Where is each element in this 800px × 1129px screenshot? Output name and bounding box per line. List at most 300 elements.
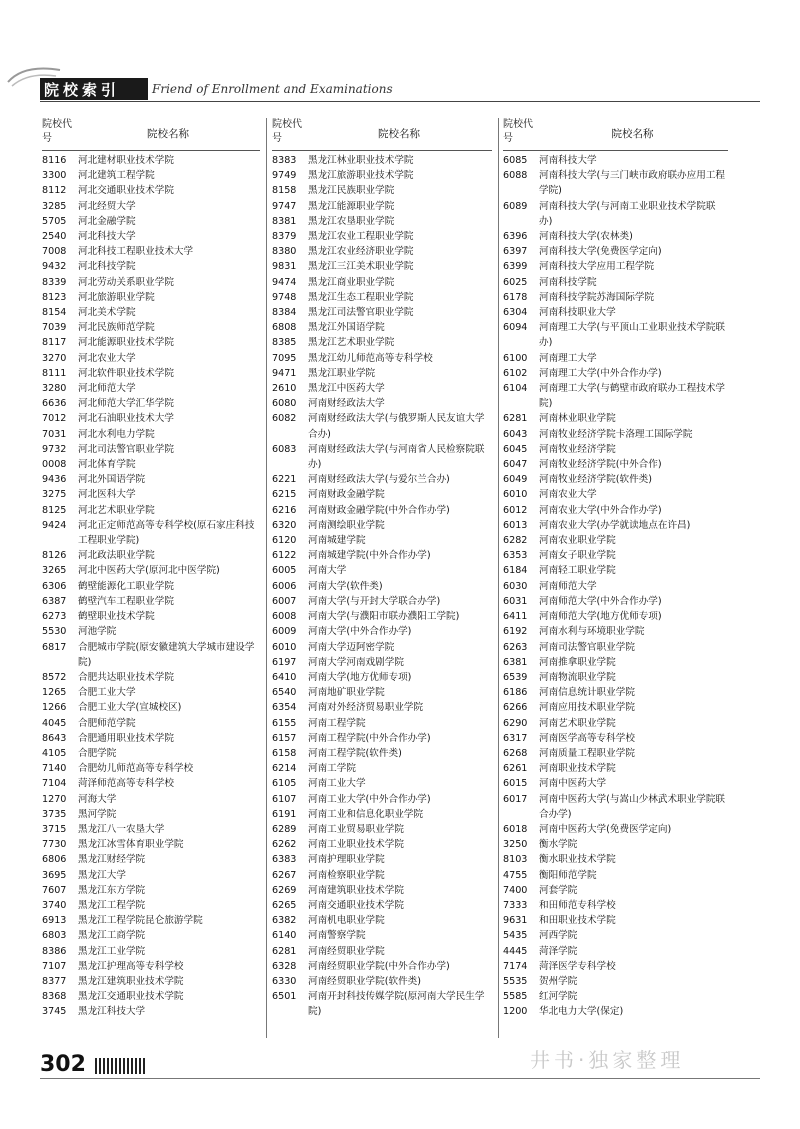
school-code: 6043 <box>503 428 528 440</box>
table-row <box>42 731 260 746</box>
school-name: 合肥共达职业技术学院 <box>78 671 174 683</box>
table-row <box>272 563 492 578</box>
school-code: 3265 <box>42 565 67 577</box>
school-name: 河南物流职业学院 <box>539 671 616 683</box>
table-row <box>503 852 728 867</box>
school-code: 9631 <box>503 915 528 927</box>
school-code: 8384 <box>272 307 297 319</box>
school-code: 7140 <box>42 763 67 775</box>
school-code: 6157 <box>272 732 297 744</box>
school-code: 8383 <box>272 155 297 166</box>
table-row <box>272 898 492 913</box>
school-code: 6282 <box>503 535 528 547</box>
table-row <box>42 366 260 381</box>
table-row <box>503 822 728 837</box>
school-code: 6262 <box>272 839 297 851</box>
school-name: 河北软件职业技术学院 <box>78 367 174 379</box>
school-code: 8368 <box>42 991 67 1003</box>
school-name: 河南科技大学(与河南工业职业技术学院联办) <box>539 200 716 227</box>
school-name: 河南警察学院 <box>308 930 366 942</box>
school-name: 河南科技大学 <box>539 155 597 166</box>
table-row <box>503 244 728 259</box>
school-code: 6353 <box>503 550 528 562</box>
school-name: 河北交通职业技术学院 <box>78 185 174 197</box>
table-row <box>503 898 728 913</box>
school-code: 6083 <box>272 443 297 455</box>
school-code: 6290 <box>503 717 528 729</box>
table-row <box>42 852 260 867</box>
school-name: 河北金融学院 <box>78 215 136 227</box>
table-row <box>272 381 492 396</box>
table-row <box>42 974 260 989</box>
school-name: 黑龙江财经学院 <box>78 854 146 866</box>
school-name: 黑龙江东方学院 <box>78 884 146 896</box>
school-name: 河南护理职业学院 <box>308 854 385 866</box>
school-code: 7104 <box>42 778 67 790</box>
school-code: 8111 <box>42 367 67 379</box>
table-row <box>42 700 260 715</box>
school-code: 6100 <box>503 352 528 364</box>
table-row <box>503 746 728 761</box>
school-name: 黑龙江农业工程职业学院 <box>308 231 414 243</box>
school-code: 6031 <box>503 595 528 607</box>
table-row <box>503 579 728 594</box>
school-name: 河南工业大学 <box>308 778 366 790</box>
column-divider <box>266 118 267 1038</box>
table-row <box>503 640 728 655</box>
school-code: 6214 <box>272 763 297 775</box>
school-name: 河南经贸职业学院(中外合作办学) <box>308 960 450 972</box>
school-name: 河南司法警官职业学院 <box>539 641 635 653</box>
school-code: 9471 <box>272 367 297 379</box>
table-row <box>503 883 728 898</box>
table-row <box>42 807 260 822</box>
table-row <box>503 533 728 548</box>
table-row <box>272 928 492 943</box>
table-row <box>42 427 260 442</box>
school-code: 6082 <box>272 413 297 425</box>
school-name: 黑龙江商业职业学院 <box>308 276 395 288</box>
column-header <box>272 118 492 151</box>
school-code: 6387 <box>42 595 67 607</box>
school-name: 河南工业职业技术学院 <box>308 839 404 851</box>
table-row <box>42 518 260 548</box>
table-row <box>272 974 492 989</box>
school-code: 0008 <box>42 459 67 471</box>
table-row <box>272 351 492 366</box>
table-row <box>503 487 728 502</box>
school-name: 河海大学 <box>78 793 117 805</box>
school-code: 6085 <box>503 155 528 166</box>
school-name: 河南质量工程职业学院 <box>539 747 635 759</box>
school-name: 河南水利与环境职业学院 <box>539 626 645 638</box>
table-row <box>272 670 492 685</box>
school-name: 河南工学院 <box>308 763 356 775</box>
school-code: 3740 <box>42 899 67 911</box>
school-name: 河北美术学院 <box>78 307 136 319</box>
school-name: 河南中医药大学(免费医学定向) <box>539 823 672 835</box>
school-code: 6540 <box>272 687 297 699</box>
table-row <box>42 594 260 609</box>
table-row <box>42 153 260 168</box>
school-name: 河北经贸大学 <box>78 200 136 212</box>
table-row <box>503 731 728 746</box>
table-row <box>503 503 728 518</box>
table-row <box>272 335 492 350</box>
table-row <box>272 305 492 320</box>
table-row <box>42 944 260 959</box>
school-code: 6010 <box>272 641 297 653</box>
school-code: 3715 <box>42 823 67 835</box>
school-name: 河北建筑工程学院 <box>78 170 155 182</box>
index-column-1 <box>42 118 260 1020</box>
school-name: 黑河学院 <box>78 808 117 820</box>
table-row <box>272 214 492 229</box>
school-name: 河南职业技术学院 <box>539 763 616 775</box>
school-code: 9474 <box>272 276 297 288</box>
school-code: 6120 <box>272 535 297 547</box>
school-code: 8380 <box>272 246 297 258</box>
school-code: 7008 <box>42 246 67 258</box>
table-row <box>42 883 260 898</box>
table-row <box>272 761 492 776</box>
table-row <box>503 259 728 274</box>
school-code: 6381 <box>503 656 528 668</box>
school-name: 河北正定师范高等专科学校(原石家庄科技工程职业学院) <box>78 519 255 547</box>
school-code: 6396 <box>503 231 528 243</box>
watermark: 井书·独家整理 <box>530 1048 685 1072</box>
code-header: 院校代号 <box>42 119 72 144</box>
table-row <box>42 503 260 518</box>
school-code: 6186 <box>503 687 528 699</box>
table-row <box>42 275 260 290</box>
table-row <box>503 411 728 426</box>
school-name: 河南检察职业学院 <box>308 869 385 881</box>
table-row <box>503 1004 728 1019</box>
school-code: 6399 <box>503 261 528 273</box>
school-name: 河北劳动关系职业学院 <box>78 276 174 288</box>
school-name: 黑龙江科技大学 <box>78 1006 146 1018</box>
table-row <box>272 731 492 746</box>
school-code: 6140 <box>272 930 297 942</box>
school-code: 6216 <box>272 504 297 516</box>
school-name: 鹤壁职业技术学院 <box>78 611 155 623</box>
table-row <box>272 290 492 305</box>
table-row <box>503 959 728 974</box>
table-row <box>503 153 728 168</box>
school-code: 6817 <box>42 641 67 653</box>
school-name: 河南大学河南戏剧学院 <box>308 656 404 668</box>
school-code: 9424 <box>42 519 67 531</box>
table-row <box>42 411 260 426</box>
school-name: 河南农业大学(办学就读地点在许昌) <box>539 519 691 531</box>
school-name: 黑龙江工业学院 <box>78 945 146 957</box>
table-row <box>272 822 492 837</box>
school-code: 6025 <box>503 276 528 288</box>
table-row <box>503 974 728 989</box>
school-code: 3250 <box>503 839 528 851</box>
table-row <box>272 168 492 183</box>
school-code: 6913 <box>42 915 67 927</box>
school-name: 黑龙江护理高等专科学校 <box>78 960 184 972</box>
school-name: 河南师范大学(地方优师专项) <box>539 611 662 623</box>
school-name: 河北师范大学 <box>78 383 136 395</box>
table-row <box>42 214 260 229</box>
table-row <box>42 792 260 807</box>
school-code: 6010 <box>503 489 528 501</box>
table-row <box>272 776 492 791</box>
table-row <box>272 579 492 594</box>
school-name: 河南财政金融学院(中外合作办学) <box>308 504 450 516</box>
table-row <box>503 457 728 472</box>
table-row <box>42 898 260 913</box>
school-code: 1266 <box>42 702 67 714</box>
table-row <box>42 913 260 928</box>
school-name: 河南信息统计职业学院 <box>539 687 635 699</box>
school-code: 6012 <box>503 504 528 516</box>
table-row <box>503 518 728 533</box>
name-header: 院校名称 <box>147 128 189 140</box>
table-row <box>503 305 728 320</box>
school-code: 6267 <box>272 869 297 881</box>
table-row <box>272 989 492 1019</box>
school-name: 河南测绘职业学院 <box>308 519 385 531</box>
table-row <box>272 868 492 883</box>
school-code: 6018 <box>503 823 528 835</box>
table-row <box>42 746 260 761</box>
school-code: 6382 <box>272 915 297 927</box>
table-row <box>42 229 260 244</box>
table-row <box>42 868 260 883</box>
table-row <box>503 913 728 928</box>
table-row <box>42 670 260 685</box>
table-row <box>272 837 492 852</box>
school-name: 菏泽师范高等专科学校 <box>78 778 174 790</box>
table-row <box>42 716 260 731</box>
table-row <box>42 640 260 670</box>
table-row <box>272 503 492 518</box>
table-row <box>503 320 728 350</box>
school-name: 河南工程学院(软件类) <box>308 747 402 759</box>
school-code: 6102 <box>503 367 528 379</box>
column-header <box>42 118 260 151</box>
table-row <box>42 290 260 305</box>
school-name: 河南中医药大学 <box>539 778 607 790</box>
school-name: 河南大学 <box>308 565 347 577</box>
school-name: 河南工程学院(中外合作办学) <box>308 732 431 744</box>
school-name: 河北司法警官职业学院 <box>78 443 174 455</box>
school-name: 河南应用技术职业学院 <box>539 702 635 714</box>
school-code: 7039 <box>42 322 67 334</box>
school-name: 河南工程学院 <box>308 717 366 729</box>
school-name: 河南农业职业学院 <box>539 535 616 547</box>
table-row <box>42 457 260 472</box>
school-name: 河南医学高等专科学校 <box>539 732 635 744</box>
school-code: 6266 <box>503 702 528 714</box>
school-name: 和田职业技术学院 <box>539 915 616 927</box>
row-list <box>503 153 728 1020</box>
table-row <box>42 959 260 974</box>
school-name: 黑龙江生态工程职业学院 <box>308 291 414 303</box>
school-code: 8112 <box>42 185 67 197</box>
table-row <box>42 761 260 776</box>
school-name: 河南大学(软件类) <box>308 580 383 592</box>
school-name: 河北石油职业技术大学 <box>78 413 174 425</box>
school-code: 6304 <box>503 307 528 319</box>
school-code: 6289 <box>272 823 297 835</box>
school-name: 黑龙江冰雪体育职业学院 <box>78 839 184 851</box>
school-name: 河南对外经济贸易职业学院 <box>308 702 424 714</box>
table-row <box>272 944 492 959</box>
school-name: 黑龙江旅游职业技术学院 <box>308 170 414 182</box>
table-row <box>42 685 260 700</box>
school-name: 黑龙江工程学院昆仑旅游学院 <box>78 915 203 927</box>
school-name: 合肥幼儿师范高等专科学校 <box>78 763 194 775</box>
school-name: 河南财经政法大学(与俄罗斯人民友谊大学合办) <box>308 413 485 440</box>
table-row <box>272 883 492 898</box>
footer-pattern <box>95 1058 145 1074</box>
school-name: 河南工业贸易职业学院 <box>308 823 404 835</box>
school-code: 6330 <box>272 975 297 987</box>
school-code: 6049 <box>503 474 528 486</box>
school-code: 6158 <box>272 747 297 759</box>
school-name: 黑龙江工程学院 <box>78 899 146 911</box>
table-row <box>42 168 260 183</box>
footer-divider <box>40 1078 760 1079</box>
school-name: 河北外国语学院 <box>78 474 146 486</box>
school-code: 6178 <box>503 291 528 303</box>
school-code: 7107 <box>42 960 67 972</box>
table-row <box>272 411 492 441</box>
table-row <box>503 700 728 715</box>
school-name: 河南牧业经济学院(软件类) <box>539 474 653 486</box>
school-code: 6265 <box>272 899 297 911</box>
school-name: 合肥工业大学(宣城校区) <box>78 702 182 714</box>
school-code: 6104 <box>503 383 528 395</box>
school-name: 河南城建学院(中外合作办学) <box>308 550 431 562</box>
school-name: 河套学院 <box>539 884 578 896</box>
school-name: 河南科技学院 <box>539 276 597 288</box>
school-code: 5585 <box>503 991 528 1003</box>
school-name: 河南机电职业学院 <box>308 915 385 927</box>
school-code: 6397 <box>503 246 528 258</box>
school-name: 河南经贸职业学院 <box>308 945 385 957</box>
school-code: 6320 <box>272 519 297 531</box>
table-row <box>503 761 728 776</box>
school-code: 7174 <box>503 960 528 972</box>
school-name: 合肥工业大学 <box>78 687 136 699</box>
school-name: 河南林业职业学院 <box>539 413 616 425</box>
table-row <box>272 518 492 533</box>
table-row <box>503 290 728 305</box>
school-name: 河北艺术职业学院 <box>78 504 155 516</box>
school-code: 6045 <box>503 443 528 455</box>
school-code: 9747 <box>272 200 297 212</box>
school-code: 6192 <box>503 626 528 638</box>
school-name: 河南理工大学(中外合作办学) <box>539 367 662 379</box>
school-code: 7012 <box>42 413 67 425</box>
table-row <box>42 320 260 335</box>
school-code: 3285 <box>42 200 67 212</box>
school-name: 河南牧业经济学院 <box>539 443 616 455</box>
school-code: 5435 <box>503 930 528 942</box>
school-name: 河池学院 <box>78 626 117 638</box>
school-code: 8339 <box>42 276 67 288</box>
school-code: 6221 <box>272 474 297 486</box>
table-row <box>272 320 492 335</box>
school-code: 6354 <box>272 702 297 714</box>
school-code: 8158 <box>272 185 297 197</box>
school-code: 6089 <box>503 200 528 212</box>
school-name: 河北水利电力学院 <box>78 428 155 440</box>
school-name: 河北农业大学 <box>78 352 136 364</box>
index-column-2 <box>272 118 492 1020</box>
school-name: 黑龙江交通职业技术学院 <box>78 991 184 1003</box>
school-name: 河南工业和信息化职业学院 <box>308 808 424 820</box>
school-name: 河南师范大学(中外合作办学) <box>539 595 662 607</box>
table-row <box>272 640 492 655</box>
school-code: 1265 <box>42 687 67 699</box>
school-name: 河北科技工程职业技术大学 <box>78 246 194 258</box>
school-code: 4445 <box>503 945 528 957</box>
table-row <box>272 472 492 487</box>
school-name: 河南科技大学(农林类) <box>539 231 633 243</box>
school-name: 河南财政金融学院 <box>308 489 385 501</box>
school-code: 6383 <box>272 854 297 866</box>
table-row <box>503 275 728 290</box>
school-code: 7607 <box>42 884 67 896</box>
school-name: 贺州学院 <box>539 975 578 987</box>
table-row <box>42 472 260 487</box>
school-code: 7730 <box>42 839 67 851</box>
table-row <box>272 548 492 563</box>
school-name: 衡阳师范学院 <box>539 869 597 881</box>
table-row <box>272 792 492 807</box>
table-row <box>503 670 728 685</box>
school-name: 河南理工大学(与鹤壁市政府联办工程技术学院) <box>539 383 726 410</box>
table-row <box>503 868 728 883</box>
school-name: 菏泽医学专科学校 <box>539 960 616 972</box>
table-row <box>42 351 260 366</box>
table-row <box>272 183 492 198</box>
school-name: 菏泽学院 <box>539 945 578 957</box>
school-code: 7400 <box>503 884 528 896</box>
school-code: 9748 <box>272 291 297 303</box>
table-row <box>42 183 260 198</box>
school-name: 合肥学院 <box>78 747 117 759</box>
table-row <box>272 609 492 624</box>
school-code: 6215 <box>272 489 297 501</box>
school-code: 6261 <box>503 763 528 775</box>
school-name: 黑龙江林业职业技术学院 <box>308 155 414 166</box>
table-row <box>503 351 728 366</box>
school-name: 河南牧业经济学院卡洛理工国际学院 <box>539 428 693 440</box>
school-code: 5530 <box>42 626 67 638</box>
school-name: 河南科技职业大学 <box>539 307 616 319</box>
page-number: 302 <box>40 1052 86 1077</box>
school-name: 衡水职业技术学院 <box>539 854 616 866</box>
school-name: 河南艺术职业学院 <box>539 717 616 729</box>
school-name: 河南农业大学 <box>539 489 597 501</box>
table-row <box>503 427 728 442</box>
school-name: 河南大学(与濮阳市联办濮阳工学院) <box>308 611 460 623</box>
school-code: 6094 <box>503 322 528 334</box>
school-name: 河北科技学院 <box>78 261 136 273</box>
school-code: 8123 <box>42 291 67 303</box>
school-name: 黑龙江农垦职业学院 <box>308 215 395 227</box>
school-code: 8377 <box>42 975 67 987</box>
table-row <box>272 487 492 502</box>
